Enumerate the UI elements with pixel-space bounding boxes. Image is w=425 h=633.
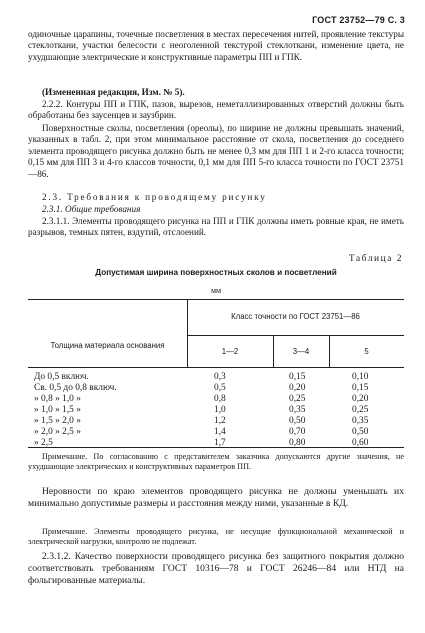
row-value-class-3-4: 0,20 xyxy=(289,383,306,393)
table-sub-1-2: 1—2 xyxy=(221,347,239,356)
table-row xyxy=(0,383,425,394)
row-value-class-3-4: 0,50 xyxy=(289,416,306,426)
row-value-class-5: 0,25 xyxy=(352,405,369,415)
row-value-class-1-2: 1,2 xyxy=(214,416,226,426)
row-thickness: » 1,5 » 2,0 » xyxy=(34,416,81,426)
row-value-class-5: 0,10 xyxy=(352,372,369,382)
elements-note: Примечание. Элементы проводящего рисунка, не несущие функциональной механической и электрической нагрузки, контролю не подлежат. xyxy=(28,527,404,546)
section-2-3-heading: 2.3. Требования к проводящему рисунку xyxy=(42,192,267,202)
row-value-class-5: 0,15 xyxy=(352,383,369,393)
table-row xyxy=(0,405,425,416)
row-value-class-3-4: 0,25 xyxy=(289,394,306,404)
table-row xyxy=(0,394,425,405)
row-value-class-1-2: 1,4 xyxy=(214,427,226,437)
row-value-class-3-4: 0,80 xyxy=(289,438,306,448)
row-value-class-3-4: 0,15 xyxy=(289,372,306,382)
table-title: Допустимая ширина поверхностных сколов и посветлений xyxy=(95,268,337,277)
row-value-class-3-4: 0,35 xyxy=(289,405,306,415)
row-value-class-5: 0,50 xyxy=(352,427,369,437)
row-thickness: » 0,8 » 1,0 » xyxy=(34,394,81,404)
paragraph-edges: Неровности по краю элементов проводящего рисунка не должны уменьшать их минимально допустимые размеры и расстояния между ними, указанные в КД. xyxy=(28,486,404,509)
row-value-class-1-2: 1,7 xyxy=(214,438,226,448)
table-row xyxy=(0,416,425,427)
page-header: ГОСТ 23752—79 С. 3 xyxy=(312,15,405,25)
paragraph-2-2-2: 2.2.2. Контуры ПП и ГПК, пазов, вырезов, неметаллизированных отверстий должны быть обработаны без заусенцев и заузбрин. xyxy=(28,99,404,121)
row-value-class-5: 0,35 xyxy=(352,416,369,426)
table-col-thickness: Толщина материала основания xyxy=(50,341,165,350)
paragraph-2-3-1-1: 2.3.1.1. Элементы проводящего рисунка на ПП и ГПК должны иметь ровные края, не иметь разрывов, темных пятен, вздутий, отслоений. xyxy=(28,216,404,238)
row-value-class-1-2: 0,5 xyxy=(214,383,226,393)
table-sub-3-4: 3—4 xyxy=(292,347,310,356)
table-subheader-rule xyxy=(187,335,404,336)
table-bottom-rule xyxy=(28,447,404,448)
row-value-class-1-2: 1,0 xyxy=(214,405,226,415)
row-thickness: До 0,5 включ. xyxy=(34,372,89,382)
row-value-class-3-4: 0,70 xyxy=(289,427,306,437)
table-header-rule xyxy=(28,367,404,368)
paragraph-defects: одиночные царапины, точечные посветления в местах пересечения нитей, проявление текстуры стеклоткани, участки белесости с неоголенной текстурой стеклоткани, изменение цвета, не ухудшающие электрические и конструктивные параметры ПП и ГПК. xyxy=(28,29,404,62)
row-value-class-1-2: 0,3 xyxy=(214,372,226,382)
section-2-3-1-heading: 2.3.1. Общие требования xyxy=(42,204,141,214)
row-thickness: Св. 0,5 до 0,8 включ. xyxy=(34,383,117,393)
row-thickness: » 2,0 » 2,5 » xyxy=(34,427,81,437)
table-row xyxy=(0,427,425,438)
row-thickness: » 2,5 xyxy=(34,438,53,448)
row-value-class-1-2: 0,8 xyxy=(214,394,226,404)
table-col-class: Класс точности по ГОСТ 23751—86 xyxy=(231,312,360,321)
row-value-class-5: 0,60 xyxy=(352,438,369,448)
table-sub-5: 5 xyxy=(364,347,369,356)
paragraph-2-3-1-2: 2.3.1.2. Качество поверхности проводящего рисунка без защитного покрытия должно соответствовать требованиям ГОСТ 10316—78 и ГОСТ 26246—84 или НТД на фольгированные материалы. xyxy=(28,551,404,586)
table-label: Таблица 2 xyxy=(348,254,403,264)
table-row xyxy=(0,372,425,383)
row-thickness: » 1,0 » 1,5 » xyxy=(34,405,81,415)
table-vrule-1 xyxy=(187,299,188,367)
table-top-rule xyxy=(28,299,404,300)
row-value-class-5: 0,20 xyxy=(352,394,369,404)
edit-note: (Измененная редакция, Изм. № 5). xyxy=(42,87,185,97)
table-note: Примечание. По согласованию с представителем заказчика допускаются другие значения, не ухудшающие электрических и конструктивных параметров ПП. xyxy=(28,452,404,471)
table-unit: мм xyxy=(210,286,222,295)
paragraph-chips: Поверхностные сколы, посветления (ореолы), по ширине не должны превышать значений, указанных в табл. 2, при этом минимальное расстояние от скола, посветления до соседнего элемента проводящего рисунка должно быть не менее 0,3 мм для ПП 1 и 2-го класса точности; 0,15 мм для ПП 3 и 4-го классов точности, 0,1 мм для ПП 5-го класса точности по ГОСТ 23751—86. xyxy=(28,123,404,179)
